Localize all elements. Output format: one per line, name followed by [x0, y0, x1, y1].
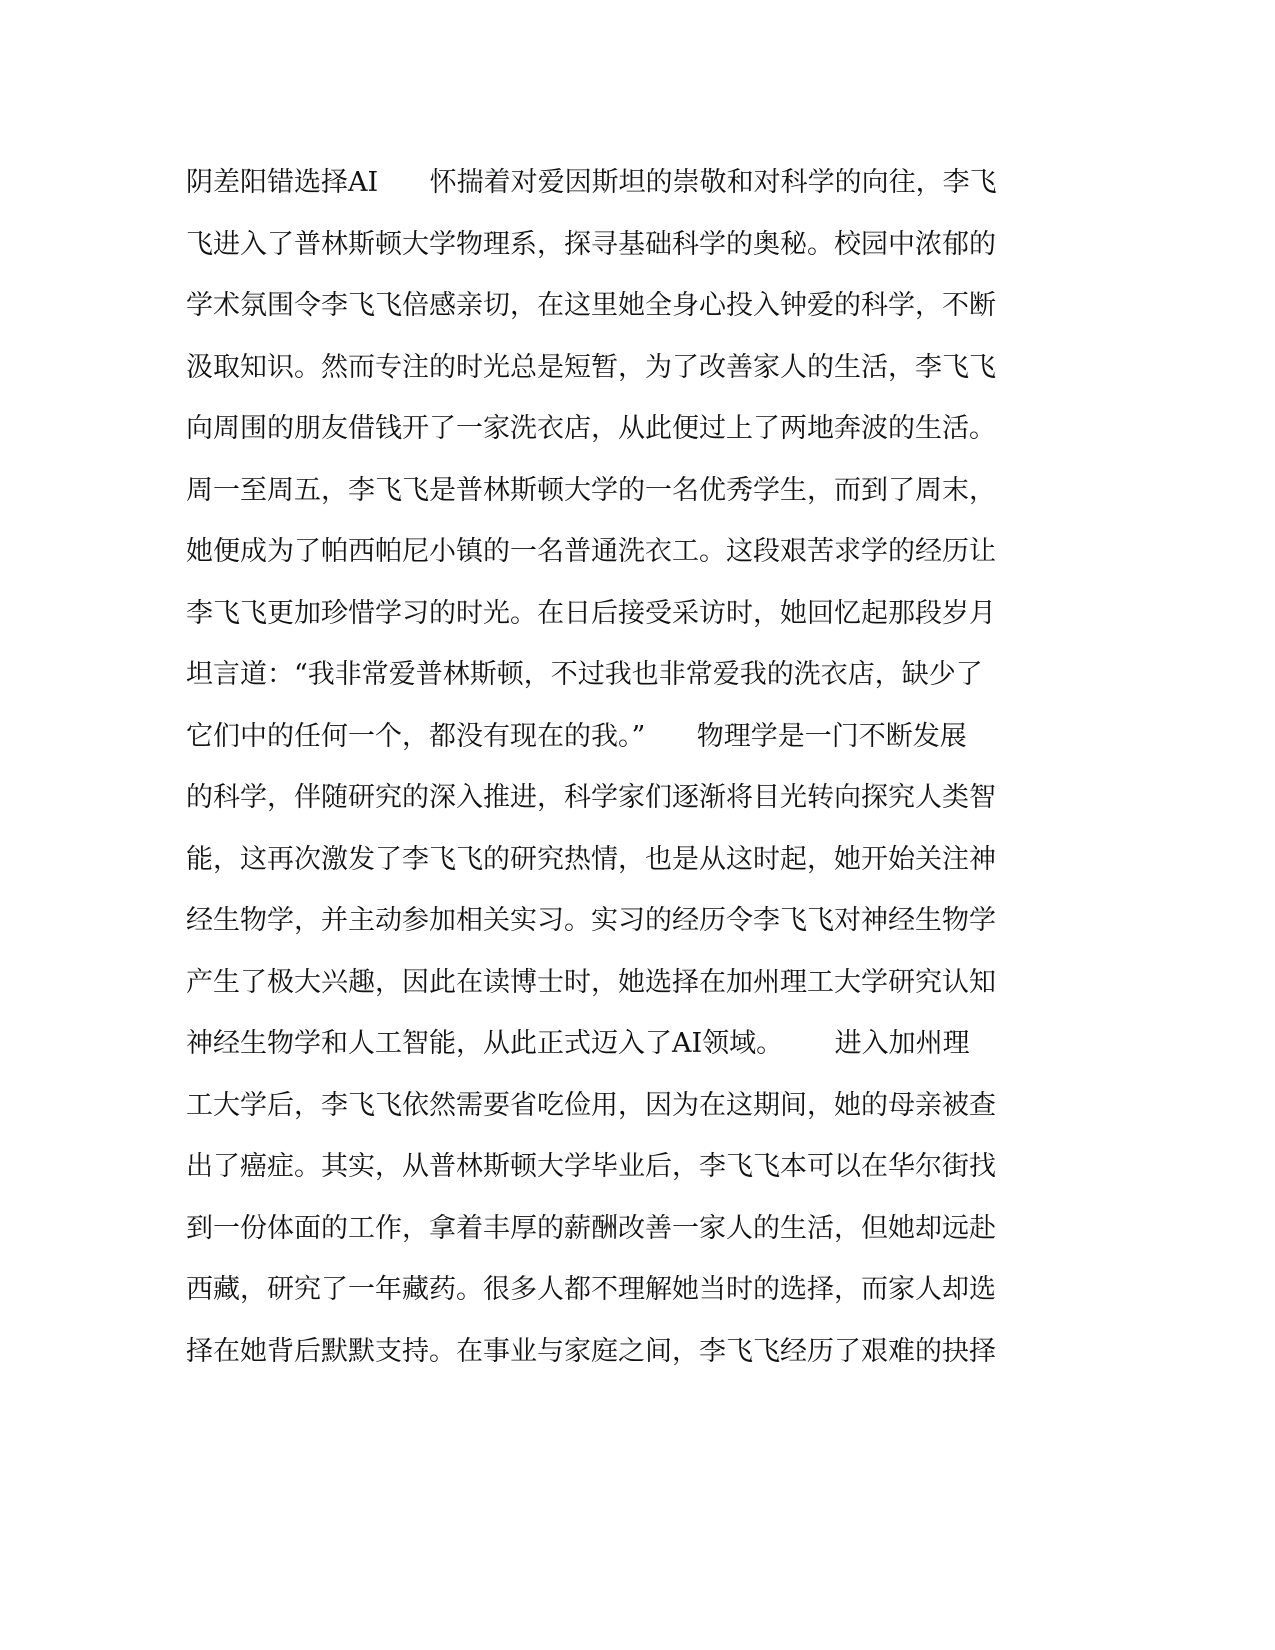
text-line: 向周围的朋友借钱开了一家洗衣店，从此便过上了两地奔波的生活。	[186, 413, 996, 444]
text-line: 出了癌症。其实，从普林斯顿大学毕业后，李飞飞本可以在华尔街找	[186, 1151, 996, 1182]
text-line: 她便成为了帕西帕尼小镇的一名普通洗衣工。这段艰苦求学的经历让	[186, 536, 996, 567]
text-line: 它们中的任何一个，都没有现在的我。” 物理学是一门不断发展	[186, 720, 967, 752]
text-line: 阴差阳错选择AI 怀揣着对爱因斯坦的崇敬和对科学的向往，李飞	[186, 167, 997, 198]
text-line: 择在她背后默默支持。在事业与家庭之间，李飞飞经历了艰难的抉择	[186, 1335, 996, 1367]
text-line: 汲取知识。然而专注的时光总是短暂，为了改善家人的生活，李飞飞	[186, 351, 996, 383]
text-line: 工大学后，李飞飞依然需要省吃俭用，因为在这期间，她的母亲被查	[186, 1089, 996, 1121]
text-line: 经生物学，并主动参加相关实习。实习的经历令李飞飞对神经生物学	[186, 905, 996, 936]
text-line: 学术氛围令李飞飞倍感亲切，在这里她全身心投入钟爱的科学，不断	[186, 290, 996, 321]
text-line: 能，这再次激发了李飞飞的研究热情，也是从这时起，她开始关注神	[186, 843, 996, 875]
text-line: 神经生物学和人工智能，从此正式迈入了AI领域。 进入加州理	[186, 1028, 970, 1059]
text-line: 坦言道：“我非常爱普林斯顿，不过我也非常爱我的洗衣店，缺少了	[186, 659, 983, 690]
text-line: 周一至周五，李飞飞是普林斯顿大学的一名优秀学生，而到了周末，	[186, 474, 996, 506]
text-line: 李飞飞更加珍惜学习的时光。在日后接受采访时，她回忆起那段岁月	[186, 597, 996, 629]
text-line: 飞进入了普林斯顿大学物理系，探寻基础科学的奥秘。校园中浓郁的	[186, 228, 996, 260]
text-line: 产生了极大兴趣，因此在读博士时，她选择在加州理工大学研究认知	[186, 966, 996, 998]
body-text	[186, 152, 1026, 1382]
text-line: 到一份体面的工作，拿着丰厚的薪酬改善一家人的生活，但她却远赴	[186, 1212, 996, 1244]
text-line: 西藏，研究了一年藏药。很多人都不理解她当时的选择，而家人却选	[186, 1274, 996, 1305]
text-line: 的科学，伴随研究的深入推进，科学家们逐渐将目光转向探究人类智	[186, 782, 996, 813]
